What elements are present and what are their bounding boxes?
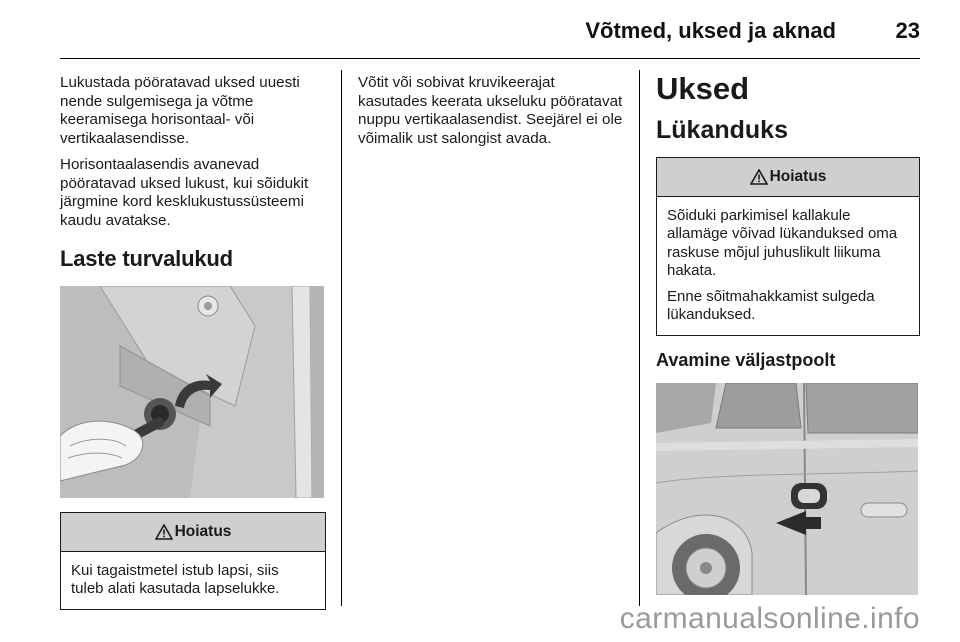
warning-header [657,158,919,197]
sliding-door-illustration [656,383,918,595]
warning-header [61,513,325,552]
sliding-door-warning [656,157,920,336]
column-1 [60,74,326,620]
page-number: 23 [895,18,920,43]
warning-triangle-icon [155,524,173,540]
warning-title: Hoiatus [174,523,232,540]
header-title: Võtmed, uksed ja aknad [585,18,836,43]
child-lock-warning [60,512,326,610]
page-header [60,0,920,59]
column-2 [358,74,624,156]
child-locks-heading: Laste turvalukud [60,246,233,271]
watermark: carmanualsonline.info [619,602,920,635]
warning-text-2: Enne sõitmahakkamist sulgeda lükanduksed. [667,288,875,324]
col2-paragraph-1: Võtit või sobivat kruvikeerajat kasutades keerata ukseluku pööratavat nuppu vertikaalasendist. Seejärel ei ole võimalik ust salongist avada. [358,74,623,147]
column-divider-2 [639,70,640,606]
warning-text: Kui tagaistmetel istub lapsi, siis tuleb alati kasutada lapselukke. [71,562,280,598]
child-lock-illustration [60,286,324,498]
section-subtitle: Lükanduks [656,116,788,144]
opening-outside-heading: Avamine väljastpoolt [656,349,836,370]
column-3 [656,72,920,595]
col1-paragraph-2: Horisontaalasendis avanevad pööratavad uksed lukust, kui sõidukit järgmine kord kesklukustussüsteemi kaudu avatakse. [60,156,309,229]
col1-paragraph-1: Lukustada pööratavad uksed uuesti nende sulgemisega ja võtme keeramisega horisontaal- või vertikaalasendisse. [60,74,300,147]
warning-triangle-icon [750,169,768,185]
warning-title: Hoiatus [769,168,827,185]
warning-text-1: Sõiduki parkimisel kallakule allamäge võivad lükanduksed oma raskuse mõjul juhuslikult liikuma hakata. [667,207,898,279]
column-divider-1 [341,70,342,606]
section-title: Uksed [656,71,750,106]
